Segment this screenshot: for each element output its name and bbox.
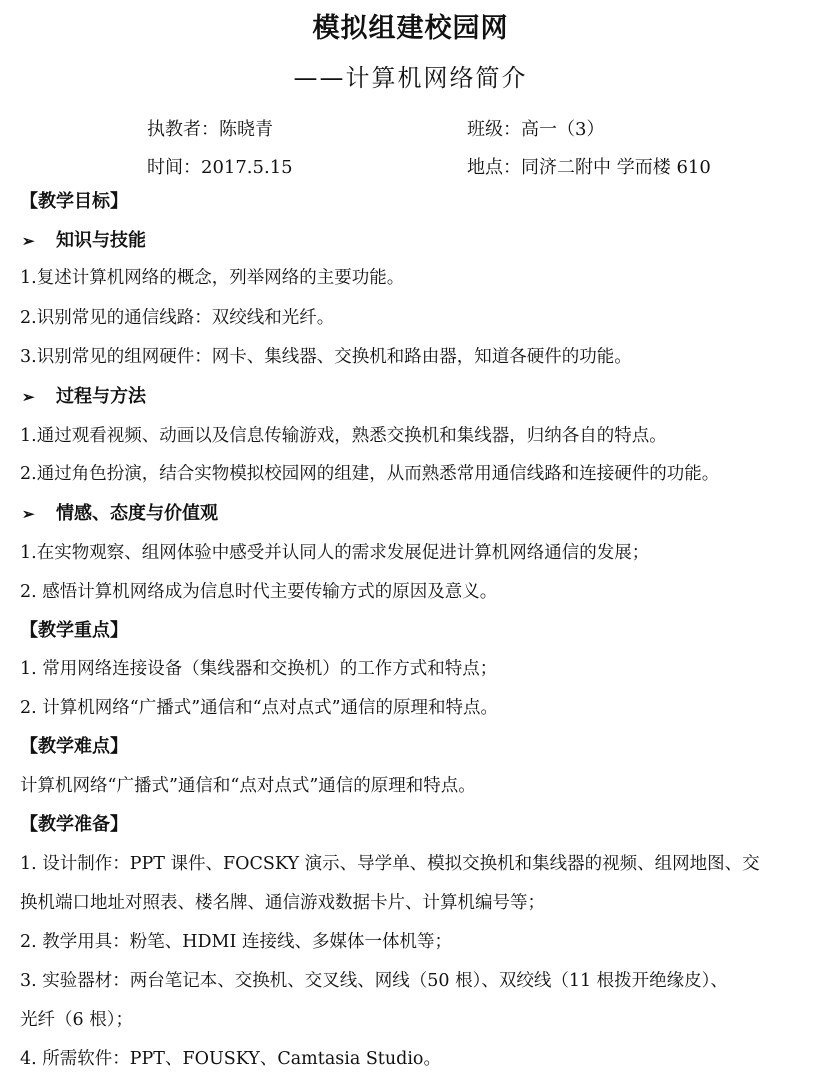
preparation-item: 3. 实验器材：两台笔记本、交换机、交叉线、网线（50 根）、双绞线（11 根拨开绝缘皮）、: [20, 971, 728, 991]
emotion-heading: [22, 502, 812, 526]
emotion-item: 1.在实物观察、组网体验中感受并认同人的需求发展促进计算机网络通信的发展；: [20, 543, 650, 563]
preparation-item: 2. 教学用具：粉笔、HDMI 连接线、多媒体一体机等；: [20, 932, 452, 952]
process-item: 2.通过角色扮演，结合实物模拟校园网的组建，从而熟悉常用通信线路和连接硬件的功能。: [20, 464, 720, 484]
key-point-item: 1. 常用网络连接设备（集线器和交换机）的工作方式和特点；: [20, 659, 498, 679]
teacher-info: 执教者：陈晓青: [147, 119, 273, 140]
preparation-heading: 【教学准备】: [20, 814, 128, 835]
knowledge-item: 1.复述计算机网络的概念，列举网络的主要功能。: [20, 268, 405, 288]
preparation-item-continued: 光纤（6 根）；: [20, 1010, 133, 1030]
document-title: 模拟组建校园网: [312, 13, 509, 44]
key-point-item: 2. 计算机网络“广播式”通信和“点对点式”通信的原理和特点。: [20, 698, 499, 718]
knowledge-item: 2.识别常见的通信线路：双绞线和光纤。: [20, 308, 335, 328]
preparation-item-continued: 换机端口地址对照表、楼名牌、通信游戏数据卡片、计算机编号等；: [20, 893, 545, 913]
knowledge-heading: [22, 229, 812, 253]
process-item: 1.通过观看视频、动画以及信息传输游戏，熟悉交换机和集线器，归纳各自的特点。: [20, 426, 667, 446]
difficult-points-heading: 【教学难点】: [20, 736, 128, 757]
time-info: 时间：2017.5.15: [147, 157, 293, 178]
preparation-item: 4. 所需软件：PPT、FOUSKY、Camtasia Studio。: [20, 1049, 441, 1069]
arrow-bullet-icon: ➢: [22, 232, 35, 250]
process-title: 过程与方法: [56, 386, 146, 407]
place-info: 地点：同济二附中 学而楼 610: [467, 157, 711, 178]
arrow-bullet-icon: ➢: [22, 505, 35, 523]
difficult-point-text: 计算机网络“广播式”通信和“点对点式”通信的原理和特点。: [20, 776, 476, 796]
preparation-item: 1. 设计制作：PPT 课件、FOCSKY 演示、导学单、模拟交换机和集线器的视频、组网地图、交: [20, 854, 760, 874]
knowledge-item: 3.识别常见的组网硬件：网卡、集线器、交换机和路由器，知道各硬件的功能。: [20, 347, 632, 367]
process-heading: [22, 385, 812, 409]
key-points-heading: 【教学重点】: [20, 620, 128, 641]
document-subtitle: ——计算机网络简介: [293, 64, 528, 92]
emotion-item: 2. 感悟计算机网络成为信息时代主要传输方式的原因及意义。: [20, 582, 498, 602]
knowledge-title: 知识与技能: [56, 230, 146, 251]
emotion-title: 情感、态度与价值观: [56, 503, 218, 524]
class-info: 班级：高一（3）: [467, 119, 605, 140]
arrow-bullet-icon: ➢: [22, 388, 35, 406]
objectives-heading: 【教学目标】: [20, 191, 128, 212]
